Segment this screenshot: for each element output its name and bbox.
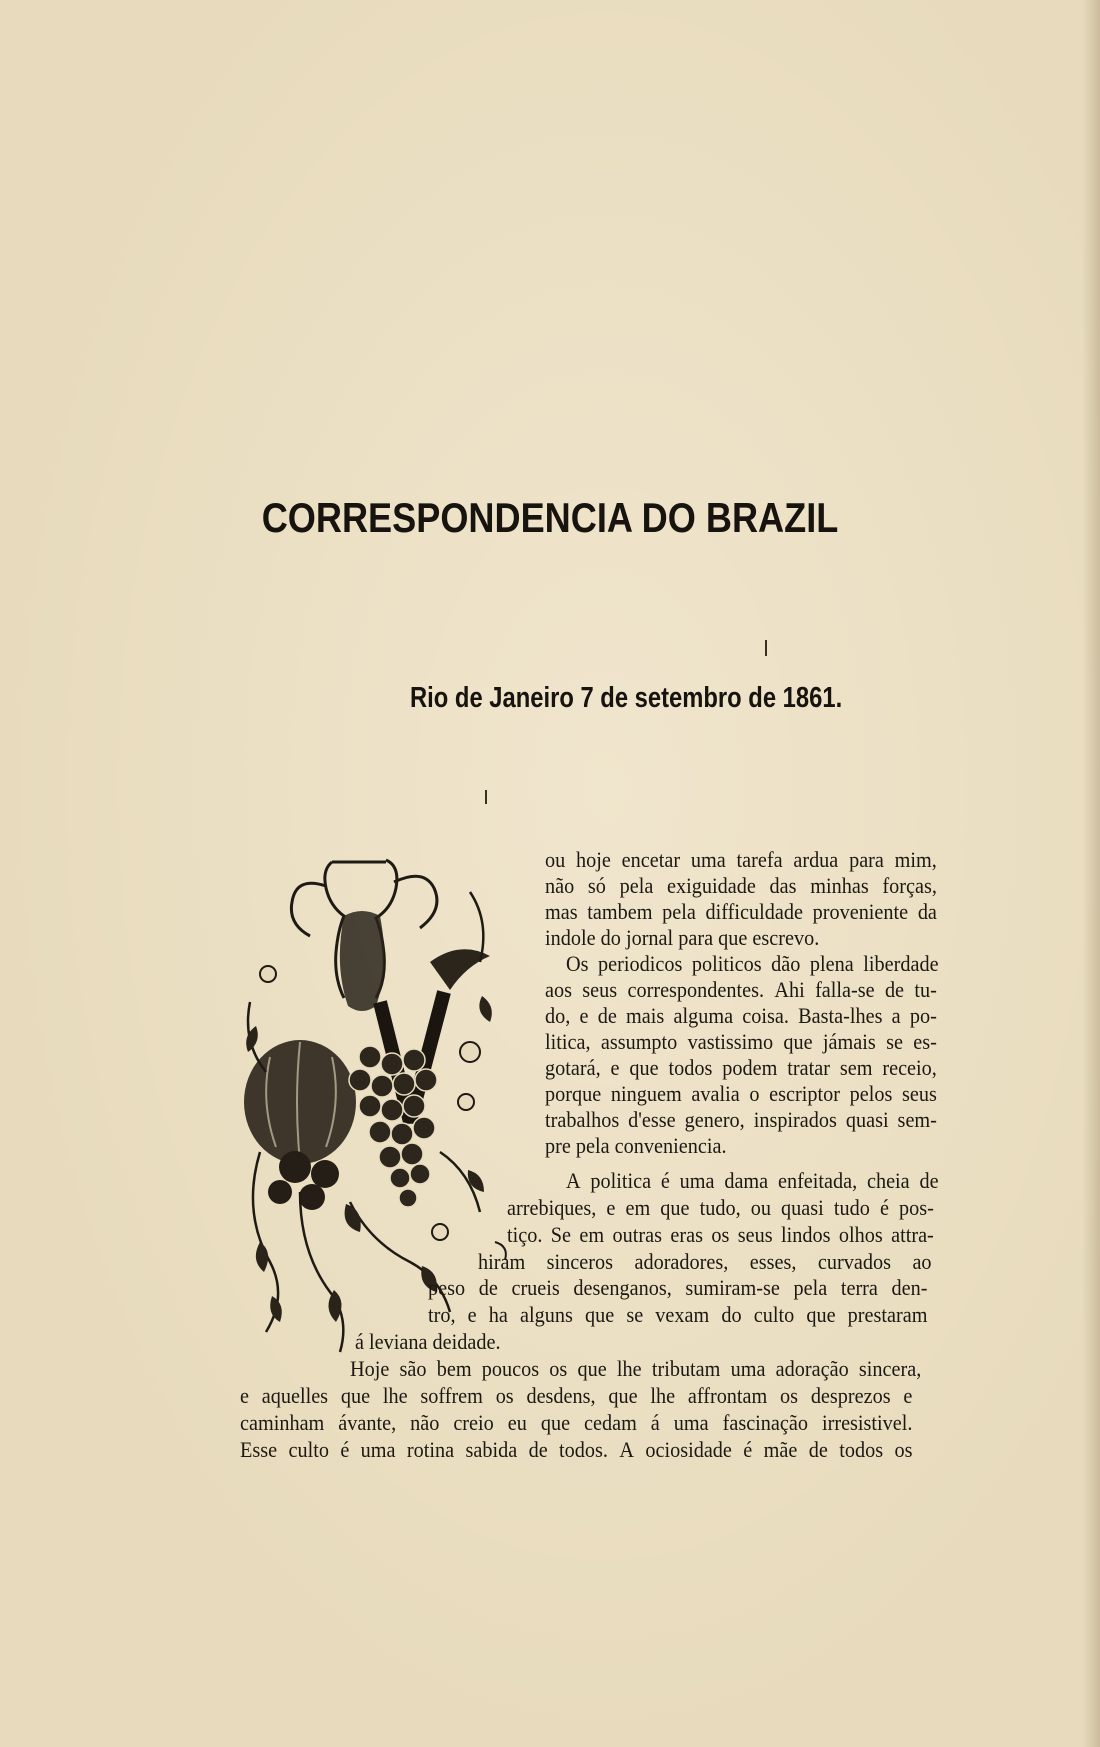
body-line: do, e de mais alguma coisa. Basta-lhes a po- <box>545 1003 937 1028</box>
page-edge-shadow <box>1082 0 1100 1747</box>
body-line: caminham ávante, não creio eu que cedam á uma fascinação irresistivel. <box>240 1410 913 1435</box>
body-line: peso de crueis desenganos, sumiram-se pela terra den- <box>428 1275 928 1300</box>
article-title: CORRESPONDENCIA DO BRAZIL <box>261 494 839 541</box>
body-line: não só pela exiguidade das minhas forças, <box>545 873 937 898</box>
body-line: indole do jornal para que escrevo. <box>545 925 820 950</box>
body-line: tro, e ha alguns que se vexam do culto que prestaram <box>428 1302 928 1327</box>
body-line: arrebiques, e em que tudo, ou quasi tudo é pos- <box>507 1195 934 1220</box>
dateline: Rio de Janeiro 7 de setembro de 1861. <box>410 682 843 714</box>
body-line: gotará, e que todos podem tratar sem receio, <box>545 1055 937 1080</box>
body-line: mas tambem pela difficuldade proveniente da <box>545 899 937 924</box>
body-line: Os periodicos politicos dão plena liberdade <box>566 951 939 976</box>
print-speck <box>765 640 767 656</box>
body-line: Esse culto é uma rotina sabida de todos. A ociosidade é mãe de todos os <box>240 1437 913 1462</box>
body-line: hiram sinceros adoradores, esses, curvados ao <box>478 1249 932 1274</box>
body-line: porque ninguem avalia o escriptor pelos seus <box>545 1081 937 1106</box>
body-line: ou hoje encetar uma tarefa ardua para mim, <box>545 847 937 872</box>
body-line: A politica é uma dama enfeitada, cheia de <box>566 1168 939 1193</box>
body-line: á leviana deidade. <box>355 1329 501 1354</box>
print-speck <box>485 790 487 804</box>
body-line: tiço. Se em outras eras os seus lindos olhos attra- <box>507 1222 934 1247</box>
body-line: litica, assumpto vastissimo que jámais se es- <box>545 1029 937 1054</box>
body-line: Hoje são bem poucos os que lhe tributam uma adoração sincera, <box>350 1356 922 1381</box>
body-line: e aquelles que lhe soffrem os desdens, que lhe affrontam os desprezos e <box>240 1383 913 1408</box>
body-line: pre pela conveniencia. <box>545 1133 727 1158</box>
body-line: trabalhos d'esse genero, inspirados quasi sem- <box>545 1107 937 1132</box>
body-line: aos seus correspondentes. Ahi falla-se de tu- <box>545 977 937 1002</box>
